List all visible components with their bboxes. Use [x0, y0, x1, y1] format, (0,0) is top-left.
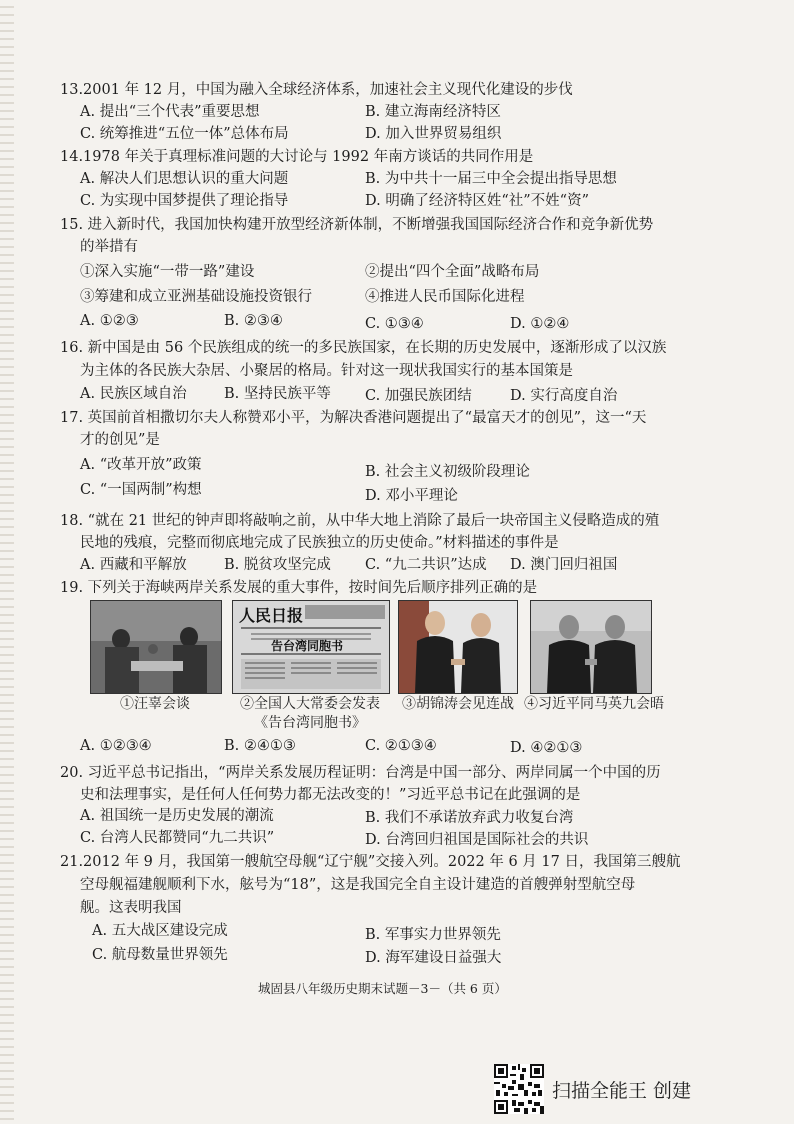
q18-option-c: C. “九二共识”达成: [365, 557, 487, 573]
q13-option-c: C. 统筹推进“五位一体”总体布局: [80, 126, 289, 142]
question-17-stem-line1: 17. 英国前首相撒切尔夫人称赞邓小平，为解决香港问题提出了“最富天才的创见”，这一“天: [60, 410, 647, 426]
q17-option-c: C. “一国两制”构想: [80, 482, 202, 498]
question-16-stem-line2: 为主体的各民族大杂居、小聚居的格局。针对这一现状我国实行的基本国策是: [80, 363, 573, 379]
scanner-watermark: 扫描全能王 创建: [552, 1080, 692, 1102]
q20-option-c: C. 台湾人民都赞同“九二共识”: [80, 830, 275, 846]
q15-option-a: A. ①②③: [80, 313, 139, 329]
q21-option-b: B. 军事实力世界领先: [365, 927, 501, 943]
question-15-stem-line1: 15. 进入新时代，我国加快构建开放型经济新体制，不断增强我国国际经济合作和竞争新优势: [60, 217, 654, 233]
q15-item-2: ②提出“四个全面”战略布局: [365, 264, 540, 280]
question-21-stem-line1: 21.2012 年 9 月，我国第一艘航空母舰“辽宁舰”交接入列。2022 年 6 月 17 日，我国第三艘航: [60, 854, 681, 870]
question-18-stem-line1: 18. “就在 21 世纪的钟声即将敲响之前，从中华大地上消除了最后一块帝国主义侵略造成的殖: [60, 513, 660, 529]
q21-option-a: A. 五大战区建设完成: [92, 923, 228, 939]
q20-option-d: D. 台湾回归祖国是国际社会的共识: [365, 832, 589, 848]
q18-option-d: D. 澳门回归祖国: [510, 557, 618, 573]
question-17-stem-line2: 才的创见”是: [80, 432, 160, 448]
question-18-stem-line2: 民地的残痕，完整而彻底地完成了民族独立的历史使命。”材料描述的事件是: [80, 535, 559, 551]
q20-option-b: B. 我们不承诺放弃武力收复台湾: [365, 810, 574, 826]
q13-option-b: B. 建立海南经济特区: [365, 104, 501, 120]
q19-caption-1: ①汪辜会谈: [120, 696, 190, 712]
question-13-stem: 13.2001 年 12 月，中国为融入全球经济体系，加速社会主义现代化建设的步伐: [60, 82, 573, 98]
q14-option-c: C. 为实现中国梦提供了理论指导: [80, 193, 289, 209]
question-14-stem: 14.1978 年关于真理标准问题的大讨论与 1992 年南方谈话的共同作用是: [60, 149, 534, 165]
q19-option-d: D. ④②①③: [510, 740, 583, 756]
q19-caption-3: ③胡锦涛会见连战: [402, 696, 514, 712]
photo-hu-lien-meeting: [398, 600, 518, 694]
q21-option-d: D. 海军建设日益强大: [365, 950, 502, 966]
photo-xi-ma-meeting: [530, 600, 652, 694]
q18-option-a: A. 西藏和平解放: [80, 557, 187, 573]
q18-option-b: B. 脱贫攻坚完成: [224, 557, 331, 573]
q14-option-a: A. 解决人们思想认识的重大问题: [80, 171, 289, 187]
question-19-stem: 19. 下列关于海峡两岸关系发展的重大事件，按时间先后顺序排列正确的是: [60, 580, 538, 596]
page-footer: 城固县八年级历史期末试题－3－（共 6 页）: [258, 981, 507, 996]
q19-caption-4: ④习近平同马英九会晤: [524, 696, 664, 712]
question-20-stem-line1: 20. 习近平总书记指出，“两岸关系发展历程证明：台湾是中国一部分、两岸同属一个中国的历: [60, 765, 661, 781]
question-21-stem-line2: 空母舰福建舰顺利下水，舷号为“18”，这是我国完全自主设计建造的首艘弹射型航空母: [80, 877, 636, 893]
q15-item-1: ①深入实施“一带一路”建设: [80, 264, 255, 280]
q15-option-c: C. ①③④: [365, 316, 424, 332]
q19-option-b: B. ②④①③: [224, 738, 296, 754]
q19-option-a: A. ①②③④: [80, 738, 152, 754]
q20-option-a: A. 祖国统一是历史发展的潮流: [80, 808, 274, 824]
q16-option-b: B. 坚持民族平等: [224, 386, 331, 402]
q13-option-d: D. 加入世界贸易组织: [365, 126, 502, 142]
q21-option-c: C. 航母数量世界领先: [92, 947, 228, 963]
q19-caption-2a: ②全国人大常委会发表: [240, 696, 380, 712]
photo-newspaper-message-to-taiwan: [232, 600, 390, 694]
q16-option-d: D. 实行高度自治: [510, 388, 618, 404]
q19-option-c: C. ②①③④: [365, 738, 437, 754]
binding-holes: [0, 0, 14, 1124]
q13-option-a: A. 提出“三个代表”重要思想: [80, 104, 260, 120]
q14-option-b: B. 为中共十一届三中全会提出指导思想: [365, 171, 617, 187]
q15-item-4: ④推进人民币国际化进程: [365, 289, 525, 305]
q16-option-c: C. 加强民族团结: [365, 388, 472, 404]
q17-option-d: D. 邓小平理论: [365, 488, 458, 504]
question-21-stem-line3: 舰。这表明我国: [80, 900, 182, 916]
q19-caption-2b: 《告台湾同胞书》: [254, 715, 366, 731]
q15-option-d: D. ①②④: [510, 316, 570, 332]
photo-wang-koo-talks: [90, 600, 222, 694]
q17-option-b: B. 社会主义初级阶段理论: [365, 464, 530, 480]
q15-item-3: ③筹建和成立亚洲基础设施投资银行: [80, 289, 312, 305]
newspaper-masthead: 人民日报: [239, 606, 304, 625]
q15-option-b: B. ②③④: [224, 313, 283, 329]
q16-option-a: A. 民族区域自治: [80, 386, 187, 402]
question-20-stem-line2: 史和法理事实，是任何人任何势力都无法改变的！”习近平总书记在此强调的是: [80, 787, 581, 803]
q17-option-a: A. “改革开放”政策: [80, 457, 202, 473]
question-15-stem-line2: 的举措有: [80, 239, 138, 255]
newspaper-headline: 告台湾同胞书: [271, 639, 344, 653]
question-16-stem-line1: 16. 新中国是由 56 个民族组成的统一的多民族国家，在长期的历史发展中，逐渐形成了以汉族: [60, 340, 667, 356]
qr-code-icon: [494, 1064, 544, 1114]
q14-option-d: D. 明确了经济特区姓“社”不姓“资”: [365, 193, 589, 209]
